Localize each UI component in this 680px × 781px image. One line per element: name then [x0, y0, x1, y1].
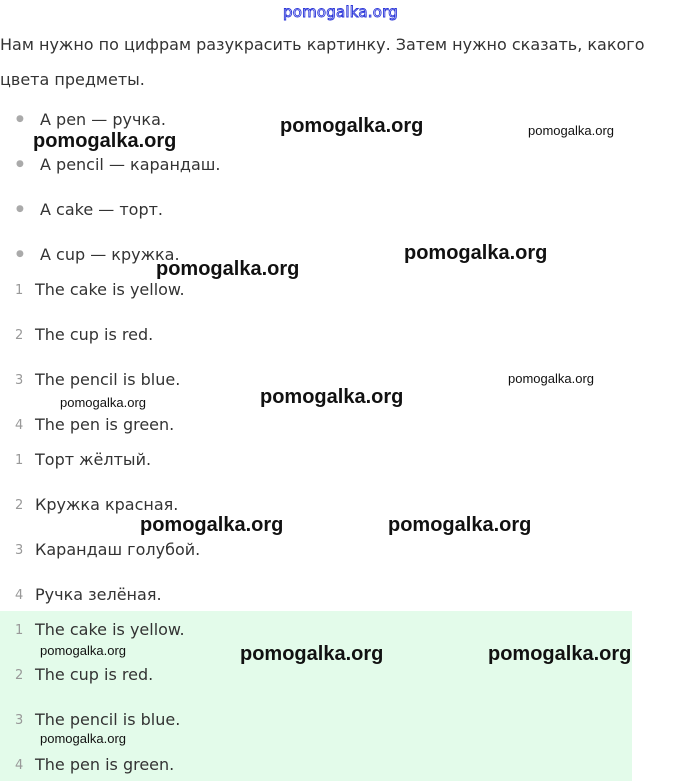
watermark: pomogalka.org: [33, 130, 177, 152]
watermark: pomogalka.org: [60, 395, 146, 410]
list-number: 1: [15, 283, 24, 298]
watermark: pomogalka.org: [156, 258, 300, 280]
english-answer: The cup is red.: [35, 325, 154, 344]
list-number: 1: [15, 623, 24, 638]
vocab-item: A pencil — карандаш.: [40, 155, 221, 174]
vocab-item: A pen — ручка.: [40, 110, 166, 129]
watermark: pomogalka.org: [488, 643, 632, 665]
watermark: pomogalka.org: [388, 514, 532, 536]
site-link[interactable]: pomogalka.org: [283, 3, 398, 21]
list-number: 3: [15, 543, 24, 558]
english-answer: The pencil is blue.: [35, 370, 181, 389]
list-number: 1: [15, 453, 24, 468]
list-number: 4: [15, 588, 24, 603]
list-number: 2: [15, 498, 24, 513]
watermark: pomogalka.org: [508, 371, 594, 386]
list-number: 3: [15, 373, 24, 388]
english-answer: The pen is green.: [35, 415, 175, 434]
bullet-icon: ●: [16, 114, 24, 124]
highlighted-answer: The cup is red.: [35, 665, 154, 684]
english-answer: The cake is yellow.: [35, 280, 185, 299]
list-number: 4: [15, 758, 24, 773]
watermark: pomogalka.org: [40, 731, 126, 746]
vocab-item: A cake — торт.: [40, 200, 164, 219]
bullet-icon: ●: [16, 204, 24, 214]
watermark: pomogalka.org: [40, 643, 126, 658]
list-number: 4: [15, 418, 24, 433]
highlighted-answer: The cake is yellow.: [35, 620, 185, 639]
russian-answer: Карандаш голубой.: [35, 540, 201, 559]
intro-text-line-1: Нам нужно по цифрам разукрасить картинку. Затем нужно сказать, какого: [0, 35, 645, 54]
russian-answer: Ручка зелёная.: [35, 585, 162, 604]
watermark: pomogalka.org: [528, 123, 614, 138]
highlighted-answer: The pen is green.: [35, 755, 175, 774]
watermark: pomogalka.org: [280, 115, 424, 137]
list-number: 2: [15, 668, 24, 683]
list-number: 2: [15, 328, 24, 343]
list-number: 3: [15, 713, 24, 728]
russian-answer: Кружка красная.: [35, 495, 179, 514]
watermark: pomogalka.org: [404, 242, 548, 264]
russian-answer: Торт жёлтый.: [35, 450, 152, 469]
watermark: pomogalka.org: [260, 386, 404, 408]
bullet-icon: ●: [16, 249, 24, 259]
watermark: pomogalka.org: [240, 643, 384, 665]
watermark: pomogalka.org: [140, 514, 284, 536]
bullet-icon: ●: [16, 159, 24, 169]
highlighted-answer: The pencil is blue.: [35, 710, 181, 729]
vocab-item: A cup — кружка.: [40, 245, 180, 264]
intro-text-line-2: цвета предметы.: [0, 70, 145, 89]
